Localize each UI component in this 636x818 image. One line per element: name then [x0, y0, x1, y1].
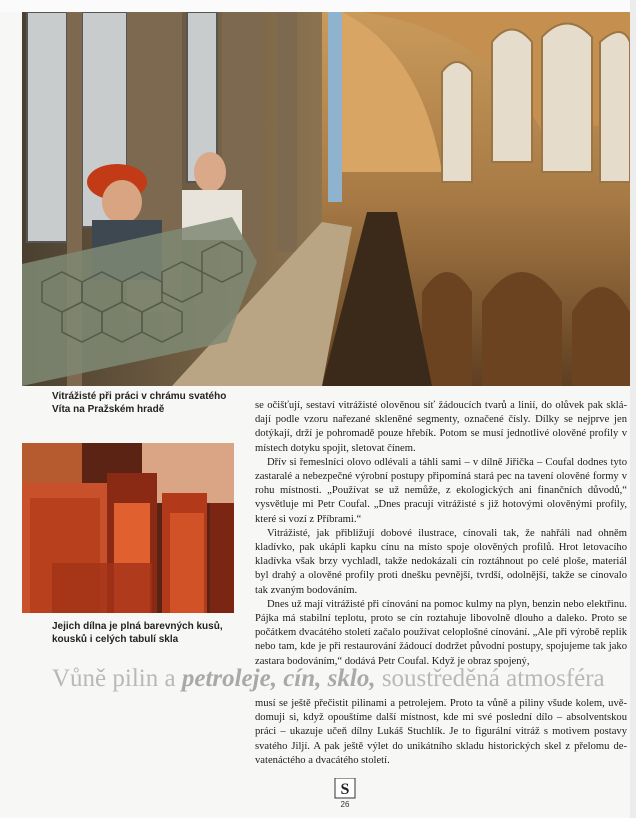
- pull-quote-part: soustředěná atmosféra: [375, 665, 605, 692]
- paragraph: Vitrážisté, jak přibližují dobové ilustrace, cínovali tak, že nahřáli nad ohněm kladívko, pak ukápli kapku cínu na místo spoje olověných profilů. Hrot letovacího kladívka však brzy vychladl, takže nedokázali cín roztáhnout po celé ploše, materiál byl drahý a olověné profily proti dnešku pevnější, tvrdší, odolnější, takže se cínovalo tak zvaným bodováním.: [255, 527, 627, 596]
- paragraph: Dnes už mají vitrážisté při cínování na pomoc kulmy na plyn, benzin nebo elektřinu. Pájka má stabilní teplotu, proto se cín roztahuje libovolně dlouho a daleko. Proto se počátkem dvacátého století začalo používat celoplošné cínování. „Ale při výrobě replik nebo tam, kde je při restaurování žádoucí dodržet původní postupy, spojujeme tak jako zastara bodováním,“ dodává Petr Coufal. Když je obraz spojený,: [255, 598, 627, 667]
- article-body-upper: [255, 399, 627, 669]
- workshop-photo: [22, 443, 234, 613]
- pull-quote: [52, 664, 622, 694]
- main-photo-caption: Vitrážisté při práci v chrámu svatého Víta na Pražském hradě: [52, 391, 227, 415]
- pull-quote-emphasis: petroleje, cín, sklo,: [181, 665, 376, 692]
- page-edge: [630, 0, 636, 818]
- paragraph: musí se ještě přečistit pilinami a petrolejem. Proto ta vůně a piliny všude kolem, uvědomuji si, když opouštíme další místnost, kde mi své poslední dílo – absolventskou práci – ukazuje učeň dílny Lukáš Stuchlík. Je to figurální vitráž s motivem postavy svatého Jiljí. A pak ještě výlet do unikátního skladu historických skel z přelomu devatenáctého a dvacátého století.: [255, 698, 627, 766]
- paragraph: se očišťují, sestaví vitrážisté olověnou síť žádoucích tvarů a linií, do olůvek pak skládají podle vzoru nařezané skleněné segmenty, označené čísly. Dílky se nejprve jen dotýkají, drží je pohromadě pouze hřebík. Potom se musí jednotlivé olověné profily v místech dotyku spojit, sletovat čínem.: [255, 400, 627, 454]
- pull-quote-part: Vůně pilin a: [52, 665, 182, 692]
- logo-letter: S: [340, 781, 350, 798]
- paragraph: Dřív si řemeslníci olovo odlévali a táhli sami – v dílně Jiřička – Coufal dodnes tyto zastaralé a nebezpečné výrobní postupy připomíná stará pec na tavení olověné formy v rohu místnosti. „Používat se už nemůže, z ekologických ani finančních důvodů,“ vysvětluje mi Petr Coufal. „Dnes pracují vitrážisté s již hotovými olověnými profily, které si vozí z Příbrami.“: [255, 456, 627, 525]
- workshop-photo-caption: Jejich dílna je plná barevných kusů, kousků i celých tabulí skla: [52, 621, 223, 645]
- page-number: 26: [340, 800, 350, 809]
- article-body-lower: [255, 697, 627, 768]
- cathedral-photo: [22, 12, 630, 386]
- page-top-margin: [0, 0, 636, 12]
